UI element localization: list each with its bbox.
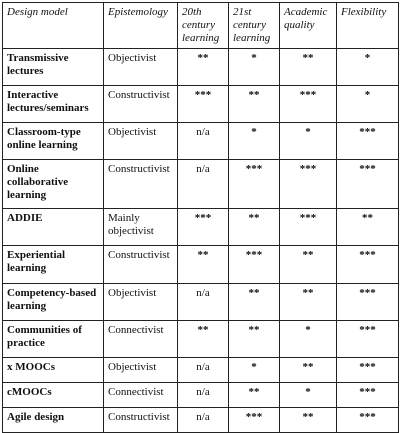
table-header-row [3, 3, 399, 49]
table-row [3, 320, 399, 357]
table-row [3, 159, 399, 208]
cell-21st-century-rating: ** [229, 85, 280, 122]
cell-design-model: Classroom-type online learning [3, 122, 104, 159]
cell-flexibility-rating: *** [337, 283, 399, 320]
cell-epistemology: Constructivist [104, 85, 178, 122]
cell-flexibility-rating: *** [337, 122, 399, 159]
cell-20th-century-rating: ** [178, 245, 229, 283]
cell-design-model: cMOOCs [3, 382, 104, 407]
cell-design-model: Competency-based learning [3, 283, 104, 320]
cell-21st-century-rating: * [229, 357, 280, 382]
cell-academic-quality-rating: ** [280, 407, 337, 432]
cell-20th-century-rating: *** [178, 208, 229, 245]
design-models-table [2, 2, 399, 433]
cell-20th-century-rating: ** [178, 48, 229, 85]
cell-epistemology: Connectivist [104, 382, 178, 407]
cell-epistemology: Objectivist [104, 357, 178, 382]
cell-21st-century-rating: *** [229, 245, 280, 283]
cell-flexibility-rating: *** [337, 407, 399, 432]
cell-design-model: Interactive lectures/seminars [3, 85, 104, 122]
cell-21st-century-rating: ** [229, 382, 280, 407]
table-row [3, 357, 399, 382]
cell-epistemology: Mainly objectivist [104, 208, 178, 245]
table-row [3, 48, 399, 85]
cell-academic-quality-rating: ** [280, 283, 337, 320]
cell-flexibility-rating: *** [337, 245, 399, 283]
header-design-model: Design model [3, 3, 104, 49]
table-row [3, 283, 399, 320]
header-21st-century-learning: 21st century learning [229, 3, 280, 49]
cell-20th-century-rating: ** [178, 320, 229, 357]
table-row [3, 382, 399, 407]
table-row [3, 407, 399, 432]
cell-academic-quality-rating: *** [280, 208, 337, 245]
cell-20th-century-rating: n/a [178, 357, 229, 382]
cell-academic-quality-rating: ** [280, 245, 337, 283]
cell-design-model: x MOOCs [3, 357, 104, 382]
cell-epistemology: Objectivist [104, 122, 178, 159]
cell-flexibility-rating: *** [337, 382, 399, 407]
cell-20th-century-rating: n/a [178, 122, 229, 159]
table-row [3, 208, 399, 245]
cell-academic-quality-rating: * [280, 320, 337, 357]
table-row [3, 122, 399, 159]
cell-epistemology: Objectivist [104, 48, 178, 85]
header-flexibility: Flexibility [337, 3, 399, 49]
cell-design-model: ADDIE [3, 208, 104, 245]
header-epistemology: Epistemology [104, 3, 178, 49]
cell-flexibility-rating: *** [337, 159, 399, 208]
cell-flexibility-rating: *** [337, 320, 399, 357]
cell-academic-quality-rating: ** [280, 357, 337, 382]
cell-21st-century-rating: ** [229, 208, 280, 245]
header-academic-quality: Academic quality [280, 3, 337, 49]
cell-20th-century-rating: n/a [178, 283, 229, 320]
cell-21st-century-rating: ** [229, 320, 280, 357]
cell-flexibility-rating: *** [337, 357, 399, 382]
table-row [3, 245, 399, 283]
table-row [3, 85, 399, 122]
cell-flexibility-rating: ** [337, 208, 399, 245]
cell-21st-century-rating: *** [229, 407, 280, 432]
cell-epistemology: Constructivist [104, 245, 178, 283]
cell-21st-century-rating: * [229, 122, 280, 159]
cell-design-model: Experiential learning [3, 245, 104, 283]
cell-academic-quality-rating: * [280, 382, 337, 407]
cell-academic-quality-rating: * [280, 122, 337, 159]
cell-epistemology: Objectivist [104, 283, 178, 320]
cell-flexibility-rating: * [337, 85, 399, 122]
cell-21st-century-rating: ** [229, 283, 280, 320]
cell-epistemology: Constructivist [104, 159, 178, 208]
cell-academic-quality-rating: *** [280, 159, 337, 208]
cell-20th-century-rating: n/a [178, 382, 229, 407]
cell-21st-century-rating: * [229, 48, 280, 85]
cell-20th-century-rating: *** [178, 85, 229, 122]
cell-academic-quality-rating: *** [280, 85, 337, 122]
cell-20th-century-rating: n/a [178, 159, 229, 208]
cell-epistemology: Connectivist [104, 320, 178, 357]
cell-epistemology: Constructivist [104, 407, 178, 432]
cell-design-model: Communities of practice [3, 320, 104, 357]
cell-design-model: Transmissive lectures [3, 48, 104, 85]
cell-academic-quality-rating: ** [280, 48, 337, 85]
cell-design-model: Online collaborative learning [3, 159, 104, 208]
cell-20th-century-rating: n/a [178, 407, 229, 432]
header-20th-century-learning: 20th century learning [178, 3, 229, 49]
cell-design-model: Agile design [3, 407, 104, 432]
cell-21st-century-rating: *** [229, 159, 280, 208]
cell-flexibility-rating: * [337, 48, 399, 85]
